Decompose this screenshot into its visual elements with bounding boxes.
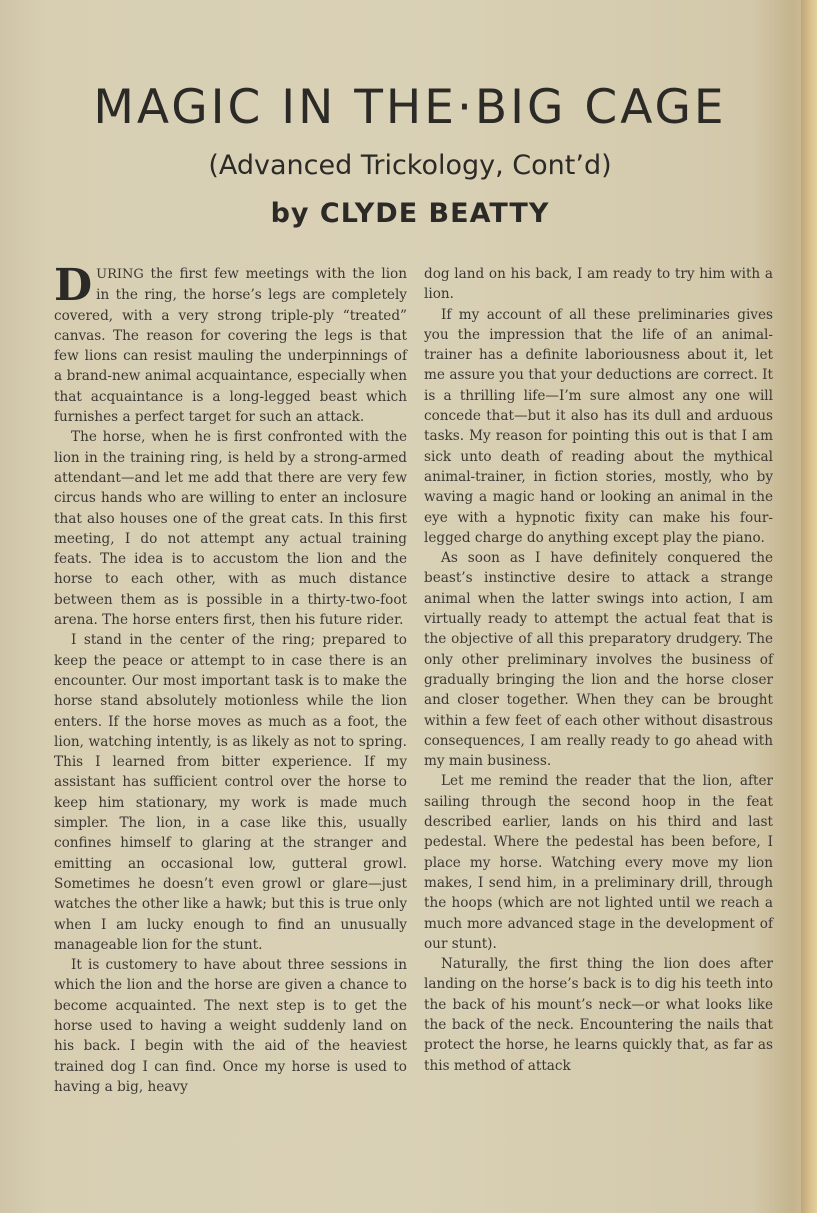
left-column <box>54 260 407 1097</box>
paragraph: DURING the first few meetings with the lion in the ring, the horse’s legs are completely covered, with a very strong triple-ply “treated” canvas. The reason for covering the legs is that few lions can resist mauling the underpinnings of a brand-new animal acquaintance, especially when that acquaintance is a long-legged beast which furnishes a perfect target for such an attack. <box>54 260 407 426</box>
paragraph: If my account of all these preliminaries gives you the impression that the life of an animal-trainer has a definite laboriousness about it, let me assure you that your deductions are correct. It is a thrilling life—I’m sure almost any one will concede that—but it also has its dull and arduous tasks. My reason for pointing this out is that I am sick unto death of reading about the mythical animal-trainer, in fiction stories, mostly, who by waving a magic hand or looking an animal in the eye with a hypnotic fixity can make his four-legged charge do anything except play the piano. <box>424 306 773 546</box>
article-byline: by CLYDE BEATTY <box>270 198 550 229</box>
paragraph: I stand in the center of the ring; prepared to keep the peace or attempt to in case there is an encounter. Our most important task is to make the horse stand absolutely motionless while the lion enters. If the horse moves as much as a foot, the lion, watching intently, is as likely as not to spring. This I learned from bitter experience. If my assistant has sufficient control over the horse to keep him stationary, my work is made much simpler. The lion, in a case like this, usually confines himself to glaring at the stranger and emitting an occasional low, gutteral growl. Sometimes he doesn’t even growl or glare—just watches the other like a hawk; but this is true only when I am lucky enough to find an unusually manageable lion for the stunt. <box>54 632 407 953</box>
paragraph: As soon as I have definitely conquered the beast’s instinctive desire to attack a strange animal when the latter swings into action, I am virtually ready to attempt the actual feat that is the objective of all this preparatory drudgery. The only other preliminary involves the business of gradually bringing the lion and the horse closer and closer together. When they can be brought within a few feet of each other without disastrous consequences, I am really ready to go ahead with my main business. <box>424 550 773 770</box>
paragraph: It is customery to have about three sessions in which the lion and the horse are given a chance to become acquainted. The next step is to get the horse used to having a weight suddenly land on his back. I begin with the aid of the heaviest trained dog I can find. Once my horse is used to having a big, heavy <box>54 957 407 1095</box>
paragraph: Let me remind the reader that the lion, after sailing through the second hoop in the feat described earlier, lands on his third and last pedestal. Where the pedestal has been before, I place my horse. Watching every move my lion makes, I send him, in a preliminary drill, through the hoops (which are not lighted until we reach a much more advanced stage in the development of our stunt). <box>424 773 773 952</box>
drop-cap: D <box>54 260 93 311</box>
page-spine-edge <box>801 0 817 1213</box>
article-subtitle: (Advanced Trickology, Cont’d) <box>208 150 612 181</box>
first-word: URING <box>96 267 144 282</box>
right-column <box>424 264 773 1076</box>
paragraph: The horse, when he is first confronted with the lion in the training ring, is held by a strong-armed attendant—and let me add that there are very few circus hands who are willing to enter an inclosure that also houses one of the great cats. In this first meeting, I do not attempt any actual training feats. The idea is to accustom the lion and the horse to each other, with as much distance between them as is possible in a thirty-two-foot arena. The horse enters first, then his future rider. <box>54 429 407 629</box>
paragraph: Naturally, the first thing the lion does after landing on the horse’s back is to dig his teeth into the back of his mount’s neck—or what looks like the back of the neck. Encountering the nails that protect the horse, he learns quickly that, as far as this method of attack <box>424 956 773 1074</box>
article-title: MAGIC IN THE·BIG CAGE <box>93 80 727 135</box>
paragraph-continuation: dog land on his back, I am ready to try him with a lion. <box>424 266 773 303</box>
